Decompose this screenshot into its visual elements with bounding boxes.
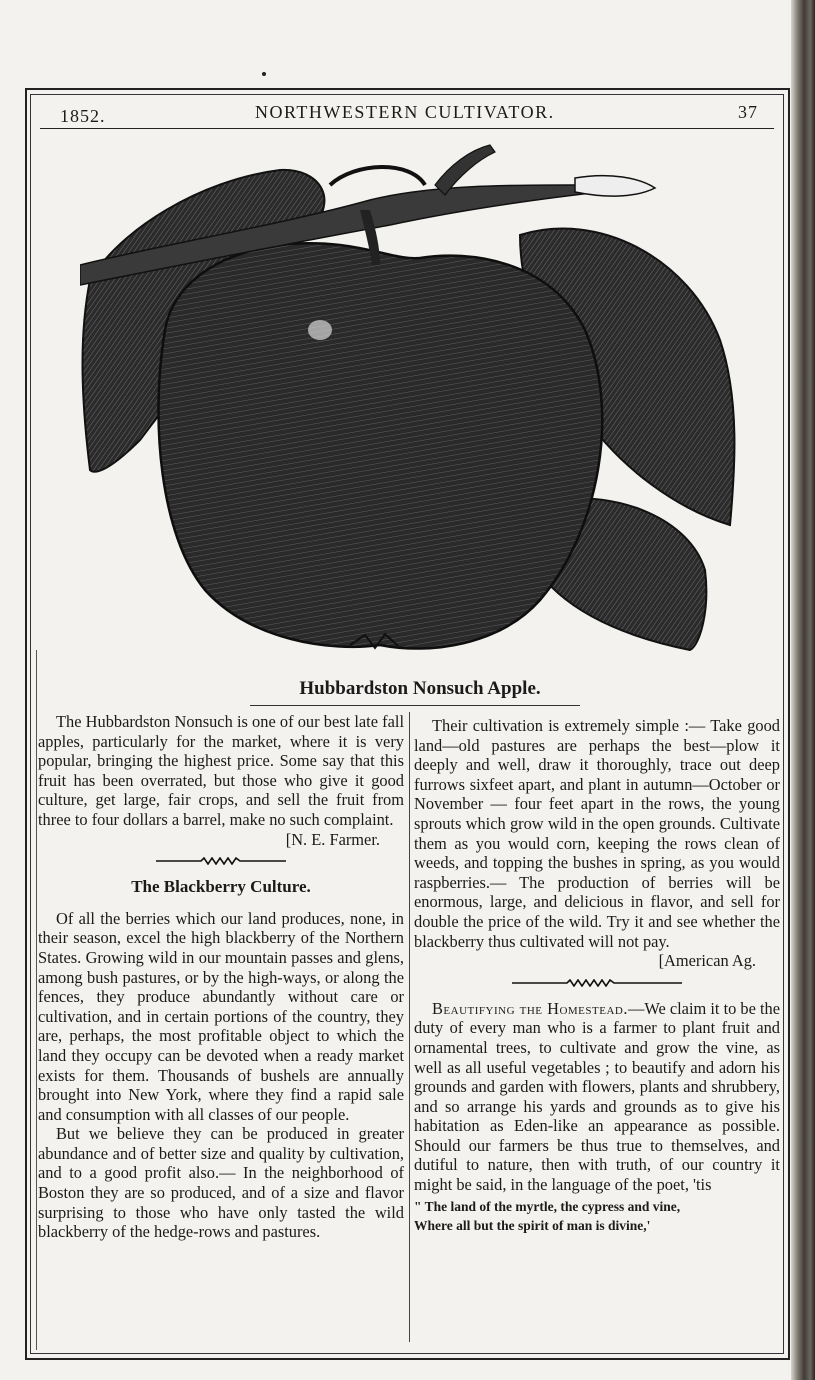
section-ornament <box>156 857 286 865</box>
poem-line-1: " The land of the myrtle, the cypress and vine, <box>414 1198 681 1214</box>
section-ornament-2 <box>512 979 682 987</box>
apple-engraving <box>80 140 740 665</box>
homestead-paragraph <box>414 999 780 1195</box>
column-divider <box>409 712 410 1342</box>
caption-rule <box>250 705 580 706</box>
homestead-text: —We claim it to be the duty of every man who is a farmer to plant fruit and ornamental trees, to cultivate and grow the vine, as well as all useful vegetables ; to beautify and adorn his grounds and garden with flowers, plants and shrubbery, and so arrange his yards and grounds as to give his habitation as Eden-like an appearance as possible. Should our farmers be thus true to themselves, and dutiful to nature, then with truth, of our country it might be said, in the language of the poet, 'tis <box>414 998 781 1195</box>
blackberry-paragraph-2: But we believe they can be produced in greater abundance and of better size and quality by cultivation, and to a good profit also.— In the neighborhood of Boston they are so produced, and of a size and flavor surprising to those who have only tasted the wild blackberry of the hedge-rows and pastures. <box>38 1124 404 1242</box>
blackberry-heading: The Blackberry Culture. <box>131 877 311 897</box>
book-spine <box>791 0 815 1380</box>
poem-quote <box>414 1197 780 1235</box>
header-rule <box>40 128 774 129</box>
left-column <box>38 712 404 1242</box>
cultivation-source: [American Ag. <box>658 951 756 971</box>
left-margin-rule <box>36 650 37 1350</box>
cultivation-paragraph: Their cultivation is extremely simple :— Take good land—old pastures are perhaps the best—plow it deeply and well, draw it thoroughly, trace out deep furrows sixfeet apart, and plant in autumn—October or November — four feet apart in the rows, the young sprouts which grow wild in the open grounds. Cultivate them as you would corn, keeping the rows clean of weeds, and topping the bushes in spring, as you would raspberries.— The production of berries will be enormous, large, and delicious in flavor, and sell for double the price of the wild. Try it and see whether the blackberry thus cultivated will not pay. <box>414 716 780 951</box>
apple-paragraph: The Hubbardston Nonsuch is one of our best late fall apples, particularly for the market, where it is very popular, bringing the highest price. Some say that this fruit has been overrated, but those who give it good culture, get large, fair crops, and sell the fruit from three to four dollars a barrel, make no such complaint. <box>38 712 404 829</box>
right-column <box>414 716 780 1235</box>
header-title: NORTHWESTERN CULTIVATOR. <box>255 102 555 122</box>
running-head <box>40 100 760 130</box>
homestead-heading: Beautifying the Homestead. <box>432 998 628 1018</box>
blackberry-paragraph-1: Of all the berries which our land produces, none, in their season, excel the high blackberry of the Northern States. Growing wild in our mountain passes and glens, among bush pastures, or by the high-ways, or along the fences, they produce abundantly without care or cultivation, and in certain portions of the country, they are, perhaps, the most profitable object to which the land they occupy can be devoted when a ready market exists for them. Thousands of bushels are annually brought into New York, where they find a rapid sale and consumption with all classes of our people. <box>38 908 404 1124</box>
poem-line-2: Where all but the spirit of man is divine,' <box>414 1217 651 1233</box>
header-year: 1852. <box>60 106 106 126</box>
ink-speck <box>262 72 266 76</box>
apple-source: [N. E. Farmer. <box>285 829 380 849</box>
figure-caption: Hubbardston Nonsuch Apple. <box>299 678 541 699</box>
page-number: 37 <box>738 102 758 122</box>
